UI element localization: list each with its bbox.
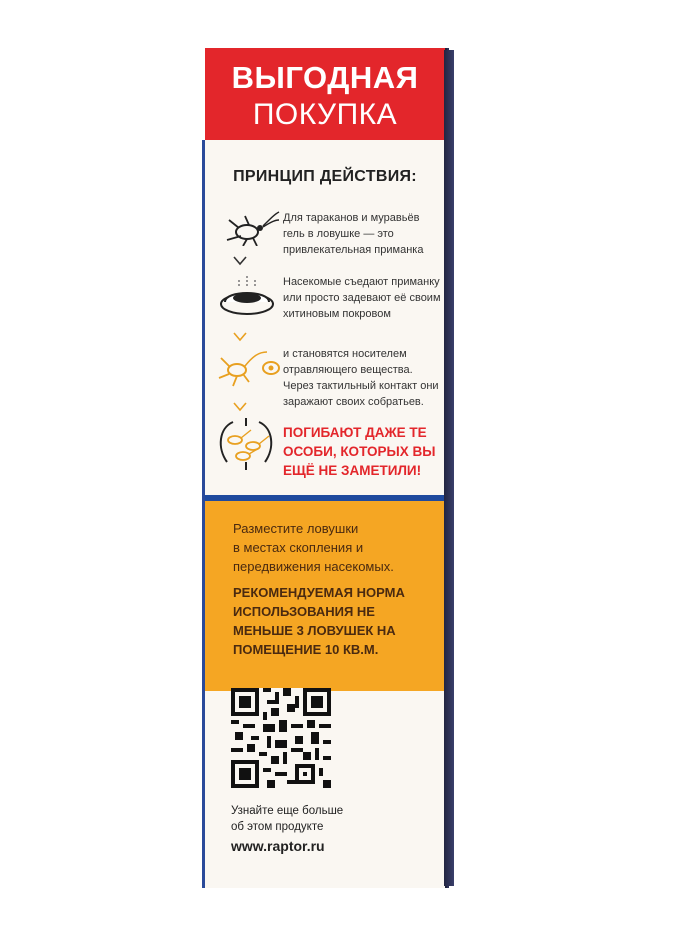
learn-more-line-2: об этом продукте	[231, 821, 324, 833]
principle-title: ПРИНЦИП ДЕЙСТВИЯ:	[233, 168, 417, 185]
step-3-text	[283, 346, 439, 410]
recommendation-line-3: МЕНЬШЕ 3 ЛОВУШЕК НА	[233, 623, 396, 638]
warning-line-3: ЕЩЁ НЕ ЗАМЕТИЛИ!	[283, 463, 422, 478]
step-3-line-3: Через тактильный контакт они	[283, 380, 439, 392]
step-2-line-1: Насекомые съедают приманку	[283, 276, 440, 288]
step-1-line-2: гель в ловушке — это	[283, 228, 394, 240]
step-1-text	[283, 210, 423, 258]
step-3-line-1: и становятся носителем	[283, 348, 407, 360]
warning-line-2: ОСОБИ, КОТОРЫХ ВЫ	[283, 444, 436, 459]
warning-line-1: ПОГИБАЮТ ДАЖЕ ТЕ	[283, 425, 427, 440]
step-3-line-4: заражают своих собратьев.	[283, 396, 424, 408]
promo-banner-line1: ВЫГОДНАЯ	[231, 60, 419, 95]
insects-carrying-icon	[215, 346, 283, 388]
learn-more-text	[231, 803, 343, 835]
step-2-line-3: хитиновым покровом	[283, 308, 391, 320]
recommendation-line-4: ПОМЕЩЕНИЕ 10 КВ.М.	[233, 642, 379, 657]
recommendation-line-2: ИСПОЛЬЗОВАНИЯ НЕ	[233, 604, 375, 619]
placement-text	[233, 519, 443, 576]
instructions-panel	[205, 501, 445, 691]
step-1-line-1: Для тараканов и муравьёв	[283, 212, 420, 224]
recommendation-line-1: РЕКОМЕНДУЕМАЯ НОРМА	[233, 585, 405, 600]
target-insects-icon	[213, 418, 279, 470]
placement-line-2: в местах скопления и	[233, 540, 364, 555]
step-2-text	[283, 274, 441, 322]
qr-code-icon[interactable]	[231, 688, 331, 788]
website-link[interactable]: www.raptor.ru	[231, 838, 325, 854]
recommendation-text	[233, 583, 443, 659]
chevron-down-icon	[233, 402, 247, 412]
step-1-line-3: привлекательная приманка	[283, 244, 424, 256]
warning-text	[283, 423, 443, 480]
step-2-line-2: или просто задевают её своим	[283, 292, 441, 304]
step-3-line-2: отравляющего вещества.	[283, 364, 413, 376]
placement-line-3: передвижения насекомых.	[233, 559, 394, 574]
promo-banner-line2: ПОКУПКА	[252, 98, 398, 131]
learn-more-line-1: Узнайте еще больше	[231, 805, 344, 817]
box-side-edge	[444, 50, 454, 886]
chevron-down-icon	[233, 332, 247, 342]
chevron-down-icon	[233, 256, 247, 266]
promo-banner	[205, 48, 445, 140]
placement-line-1: Разместите ловушки	[233, 521, 359, 536]
cockroach-icon	[219, 206, 281, 246]
product-box-side-panel	[205, 48, 445, 888]
bait-trap-icon	[217, 274, 279, 318]
